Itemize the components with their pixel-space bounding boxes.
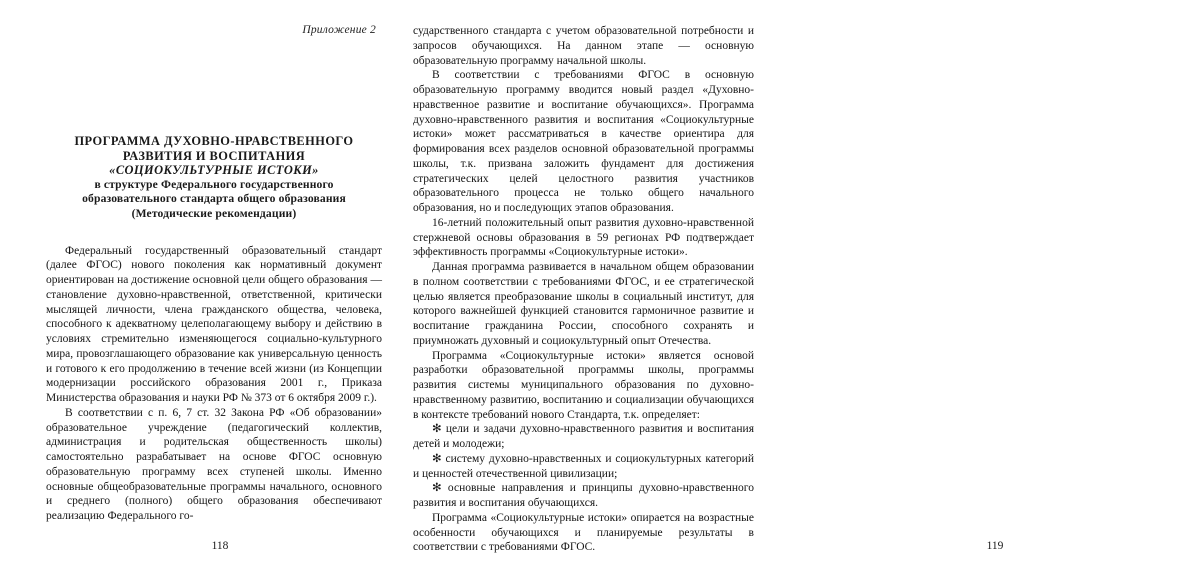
page-left: [0, 0, 400, 566]
title-line-6-subtitle: (Методические рекомендации): [131, 206, 297, 220]
paragraph: Федеральный государственный образовательный стандарт (далее ФГОС) нового поколения как нормативный документ ориентирован на достижение основной цели общего образования — становление духовно-нравственной, ответственной, критически мыслящей личности, члена гражданского общества, человека, способного к адекватному целеполагающему выбору и действию в условиях стремительно изменяющегося социально-культурного мира, провозглашающего образование как универсальную ценность и готового к его продолжению в течение всей жизни (из Концепции модернизации российского образования 2001 г., Приказа Министерства образования и науки РФ № 373 от 6 октября 2009 г.).: [46, 244, 382, 405]
paragraph: Данная программа развивается в начальном общем образовании в полном соответствии с требованиями ФГОС, и ее стратегической целью является преобразование школы в социальный институт, для которого важнейшей функцией становится гармоничное развитие и воспитание гражданина России, способного сохранять и приумножать духовный и социокультурный опыт Отечества.: [413, 261, 754, 347]
page-title: [46, 134, 382, 222]
page-number-right: 119: [986, 540, 1004, 552]
left-page-body: [46, 244, 382, 524]
paragraph: В соответствии с п. 6, 7 ст. 32 Закона РФ «Об образовании» образовательное учреждение (педагогический коллектив, администрация и родительская общественность школы) самостоятельно разрабатывает на основе ФГОС основную образовательную программу всех ступеней школы. Именно основные общеобразовательные программы начального, основного и среднего (полного) общего образования обеспечивают реализацию Федерального го-: [46, 406, 382, 523]
list-item: ✻ цели и задачи духовно-нравственного развития и воспитания детей и молодежи;: [413, 423, 754, 450]
title-line-5: образовательного стандарта общего образования: [82, 192, 346, 206]
paragraph: Программа «Социокультурные истоки» опирается на возрастные особенности обучающихся и планируемые результаты в соответствии с требованиями ФГОС.: [413, 511, 754, 554]
page-number-left: 118: [211, 540, 229, 552]
paragraph: В соответствии с требованиями ФГОС в основную образовательную программу вводится новый раздел «Духовно-нравственное развитие и воспитание обучающихся». Программа духовно-нравственного развития и воспитания «Социокультурные истоки» может рассматриваться в качестве ориентира для формирования всех разделов основной образовательной программы школы, т.к. призвана заложить фундамент для достижения стратегических целей целостного развития участников образовательного процесса не только общего начального образования, но и последующих этапов образования.: [413, 69, 754, 214]
title-line-1: ПРОГРАММА ДУХОВНО-НРАВСТВЕННОГО: [74, 134, 354, 148]
title-line-4: в структуре Федерального государственного: [94, 177, 334, 191]
paragraph: 16-летний положительный опыт развития духовно-нравственной стержневой основы образования в 59 регионах РФ подтверждает эффективность программы «Социокультурные истоки».: [413, 216, 754, 259]
paragraph-continuation: сударственного стандарта с учетом образовательной потребности и запросов обучающихся. На данном этапе — основную образовательную программу начальной школы.: [413, 25, 754, 67]
page-right: [400, 0, 1004, 566]
running-head-appendix: Приложение 2: [302, 24, 376, 36]
right-page-body: [413, 0, 754, 555]
title-line-3-program-name: «СОЦИОКУЛЬТУРНЫЕ ИСТОКИ»: [109, 163, 319, 178]
title-line-2: РАЗВИТИЯ И ВОСПИТАНИЯ: [122, 148, 306, 163]
paragraph: Программа «Социокультурные истоки» является основой разработки образовательной программы школы, программы развития системы муниципального образования по духовно-нравственному развитию, воспитанию и социализации обучающихся в контексте требований нового Стандарта, т.к. определяет:: [413, 349, 754, 421]
list-item: ✻ систему духовно-нравственных и социокультурных категорий и ценностей отечественной цивилизации;: [413, 452, 754, 480]
list-item: ✻ основные направления и принципы духовно-нравственного развития и воспитания обучающихся.: [413, 482, 754, 509]
